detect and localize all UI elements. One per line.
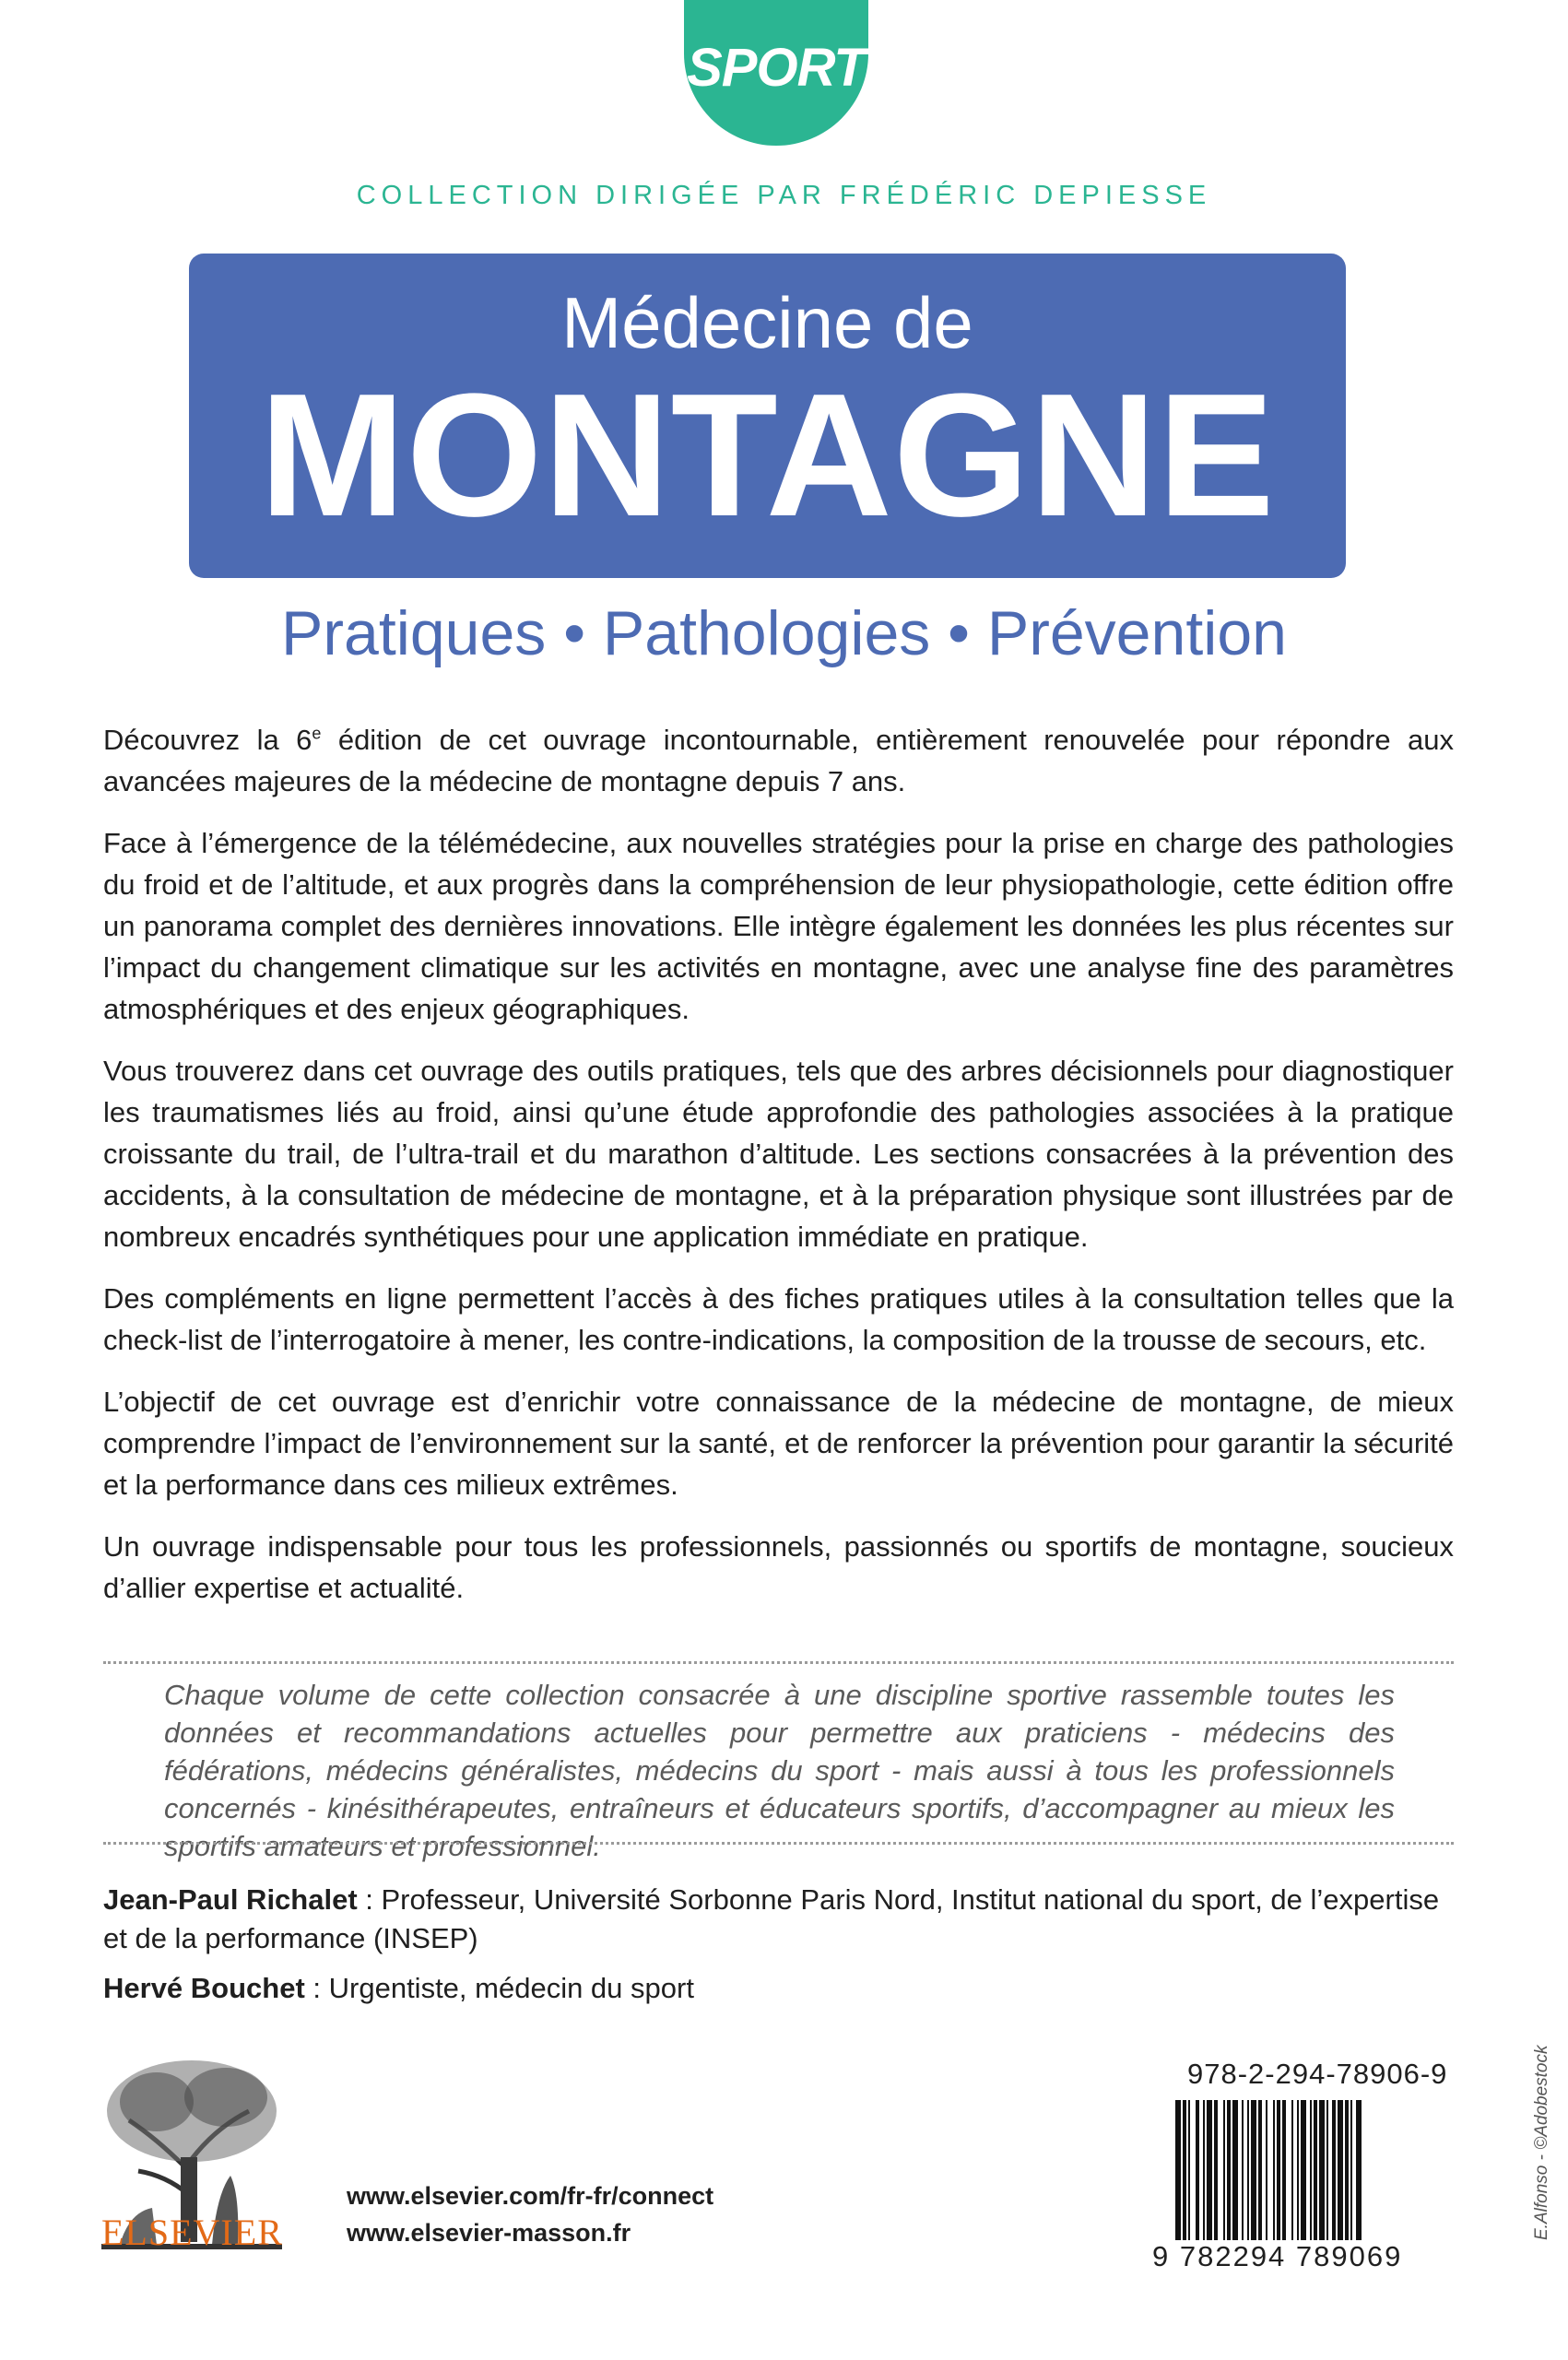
author-1 (103, 1881, 1454, 1958)
collection-editor: COLLECTION DIRIGÉE PAR FRÉDÉRIC DEPIESSE (356, 181, 1212, 210)
title-line-1: Médecine de (561, 282, 973, 363)
authors (103, 1881, 1454, 2019)
author-2-role: : Urgentiste, médecin du sport (304, 1972, 694, 2004)
paragraph-4: Des compléments en ligne permettent l’accès à des fiches pratiques utiles à la consultation telles que la check-list de l’interrogatoire à mener, les contre-indications, la composition de la trousse de secours, etc. (103, 1282, 1454, 1356)
subtitle: Pratiques • Pathologies • Prévention (281, 598, 1287, 668)
dotted-divider-top (103, 1661, 1454, 1664)
paragraph-5: L’objectif de cet ouvrage est d’enrichir votre connaissance de la médecine de montagne, de mieux comprendre l’impact de l’environnement sur la santé, et de renforcer la prévention pour garantir la sécurité et la performance dans ces milieux extrêmes. (103, 1386, 1454, 1501)
collection-blurb: Chaque volume de cette collection consacrée à une discipline sportive rassemble toutes les données et recommandations actuelles pour permettre aux praticiens - médecins des fédérations, médecins généralistes, médecins du sport - mais aussi à tous les professionnels concernés - kinésithérapeutes, entraîneurs et éducateurs sportifs, d’accompagner au mieux les sportifs amateurs et professionnel. (164, 1679, 1395, 1862)
photo-credit: E.Alfonso - ©Adobestock (1532, 2045, 1551, 2240)
sport-badge-label: SPORT (687, 37, 866, 98)
author-2-name: Hervé Bouchet (103, 1972, 305, 2004)
author-1-role: : Professeur, Université Sorbonne Paris Nord, Institut national du sport, de l’expertise et de la performance (INSEP) (103, 1883, 1440, 1954)
edition-superscript: e (312, 724, 322, 743)
barcode-digits: 9 782294 789069 (1152, 2240, 1403, 2272)
barcode-icon (1175, 2100, 1422, 2240)
publisher-name: ELSEVIER (101, 2212, 283, 2253)
paragraph-3: Vous trouverez dans cet ouvrage des outils pratiques, tels que des arbres décisionnels pour diagnostiquer les traumatismes liés au froid, ainsi qu’une étude approfondie des pathologies associées à la pratique croissante du trail, de l’ultra-trail et du marathon d’altitude. Les sections consacrées à la prévention des accidents, à la consultation de médecine de montagne, et à la préparation physique sont illustrées par de nombreux encadrés synthétiques pour une application immédiate en pratique. (103, 1055, 1454, 1253)
description (103, 719, 1454, 1629)
url-masson[interactable]: www.elsevier-masson.fr (347, 2219, 631, 2247)
paragraph-6: Un ouvrage indispensable pour tous les professionnels, passionnés ou sportifs de montagne, soucieux d’allier expertise et actualité. (103, 1530, 1454, 1604)
paragraph-1-start: Découvrez la 6 (103, 724, 312, 756)
title-box (189, 254, 1346, 578)
author-1-name: Jean-Paul Richalet (103, 1883, 358, 1916)
title-line-2: MONTAGNE (259, 358, 1276, 553)
author-2 (103, 1969, 1454, 2008)
isbn: 978-2-294-78906-9 (1187, 2058, 1448, 2090)
paragraph-1-end: édition de cet ouvrage incontournable, entièrement renouvelée pour répondre aux avancées majeures de la médecine de montagne depuis 7 ans. (103, 724, 1454, 797)
paragraph-2: Face à l’émergence de la télémédecine, aux nouvelles stratégies pour la prise en charge des pathologies du froid et de l’altitude, et aux progrès dans la compréhension de leur physiopathologie, cette édition offre un panorama complet des dernières innovations. Elle intègre également les données les plus récentes sur l’impact du changement climatique sur les activités en montagne, avec une analyse fine des paramètres atmosphériques et des enjeux géographiques. (103, 827, 1454, 1025)
dotted-divider-bottom (103, 1842, 1454, 1845)
paragraph-1 (103, 719, 1454, 802)
url-connect[interactable]: www.elsevier.com/fr-fr/connect (347, 2182, 714, 2210)
sport-badge (684, 0, 868, 146)
publisher-urls (347, 2177, 713, 2251)
